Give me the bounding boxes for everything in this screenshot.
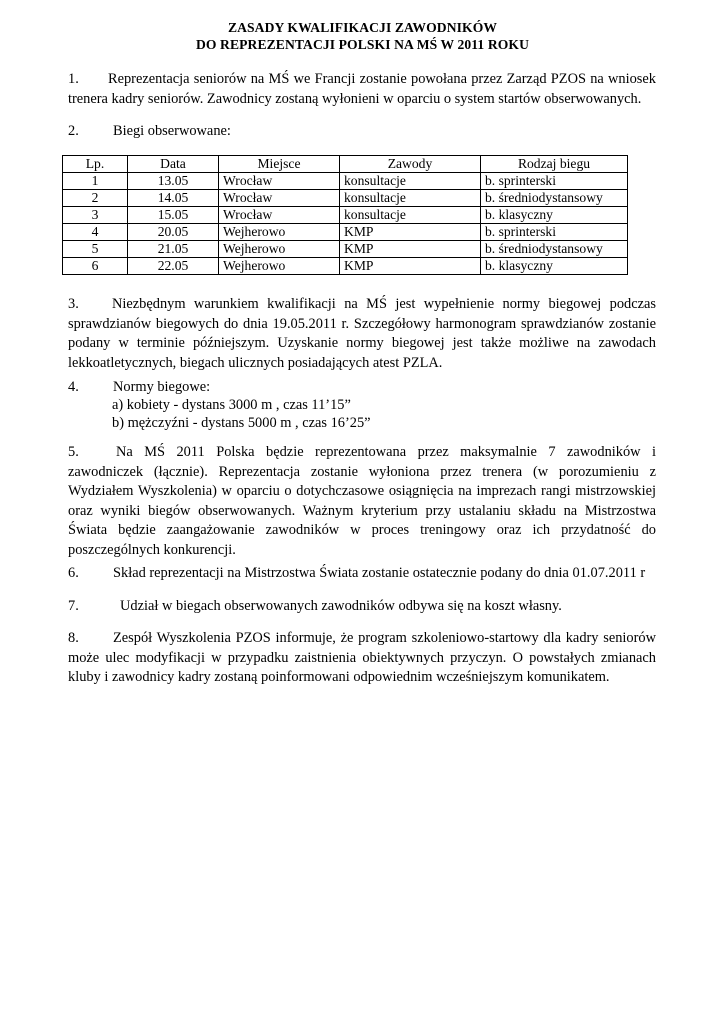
table-cell-lp: 2 xyxy=(63,190,128,207)
table-cell-rodzaj: b. klasyczny xyxy=(481,207,628,224)
table-row xyxy=(63,173,628,190)
section-7-text: Udział w biegach obserwowanych zawodników odbywa się na koszt własny. xyxy=(120,598,562,614)
section-3 xyxy=(68,295,656,373)
section-2-number: 2. xyxy=(68,123,79,139)
section-1-text: Reprezentacja seniorów na MŚ we Francji zostanie powołana przez Zarząd PZOS na wniosek trenera kadry seniorów. Zawodnicy zostaną wyłonieni w oparciu o system startów obserwowanych. xyxy=(68,71,656,107)
table-cell-rodzaj: b. średniodystansowy xyxy=(481,190,628,207)
table-header-lp: Lp. xyxy=(63,156,128,173)
section-8-text: Zespół Wyszkolenia PZOS informuje, że program szkoleniowo-startowy dla kadry seniorów może ulec modyfikacji w przypadku zaistnienia obiektywnych przyczyn. O powstałych zmianach kluby i zawodnicy kadry zostaną poinformowani odpowiednim wcześniejszym komunikatem. xyxy=(68,630,656,685)
table-row xyxy=(63,241,628,258)
section-1-number: 1. xyxy=(68,71,79,87)
table-cell-data: 20.05 xyxy=(128,224,219,241)
section-2 xyxy=(68,122,231,141)
table-cell-zawody: KMP xyxy=(340,224,481,241)
table-cell-miejsce: Wejherowo xyxy=(219,258,340,275)
table-cell-data: 21.05 xyxy=(128,241,219,258)
table-cell-lp: 5 xyxy=(63,241,128,258)
section-6-number: 6. xyxy=(68,565,79,581)
section-5-number: 5. xyxy=(68,444,79,460)
section-7-number: 7. xyxy=(68,598,79,614)
table-row xyxy=(63,207,628,224)
section-3-number: 3. xyxy=(68,296,79,312)
section-4-number: 4. xyxy=(68,379,79,395)
table-cell-data: 13.05 xyxy=(128,173,219,190)
section-4-text: Normy biegowe: xyxy=(113,379,211,395)
section-8-number: 8. xyxy=(68,630,79,646)
table-cell-rodzaj: b. sprinterski xyxy=(481,173,628,190)
table-cell-miejsce: Wrocław xyxy=(219,207,340,224)
table-cell-zawody: KMP xyxy=(340,258,481,275)
table-cell-lp: 3 xyxy=(63,207,128,224)
observed-runs-table xyxy=(62,155,628,275)
norm-men: b) mężczyźni - dystans 5000 m , czas 16’25” xyxy=(112,415,371,431)
table-cell-zawody: konsultacje xyxy=(340,207,481,224)
table-cell-miejsce: Wejherowo xyxy=(219,224,340,241)
section-2-text: Biegi obserwowane: xyxy=(113,123,231,139)
table-cell-rodzaj: b. klasyczny xyxy=(481,258,628,275)
table-header-zawody: Zawody xyxy=(340,156,481,173)
table-cell-miejsce: Wrocław xyxy=(219,190,340,207)
table-cell-zawody: KMP xyxy=(340,241,481,258)
section-6-text: Skład reprezentacji na Mistrzostwa Świata zostanie ostatecznie podany do dnia 01.07.2011 r xyxy=(113,565,646,581)
table-row xyxy=(63,258,628,275)
section-4 xyxy=(68,378,210,397)
table-cell-zawody: konsultacje xyxy=(340,173,481,190)
table-cell-miejsce: Wrocław xyxy=(219,173,340,190)
table-cell-data: 22.05 xyxy=(128,258,219,275)
section-6 xyxy=(68,564,645,583)
table-cell-data: 15.05 xyxy=(128,207,219,224)
table-header-rodzaj-biegu: Rodzaj biegu xyxy=(481,156,628,173)
table-header-miejsce: Miejsce xyxy=(219,156,340,173)
section-5-text: Na MŚ 2011 Polska będzie reprezentowana przez maksymalnie 7 zawodników i zawodniczek (łącznie). Reprezentacja zostanie wyłoniona przez trenera (w porozumieniu z Wydziałem Wyszkolenia) w oparciu o dotychczasowe osiągnięcia na imprezach rangi mistrzowskiej oraz wyniki biegów obserwowanych. Ważnym kryterium przy ustalaniu składu na Mistrzostwa Świata będzie zaangażowanie zawodników w proces treningowy oraz ich przydatność do poszczególnych konkurencji. xyxy=(68,444,656,558)
table-cell-miejsce: Wejherowo xyxy=(219,241,340,258)
table-row xyxy=(63,190,628,207)
section-1 xyxy=(68,70,656,109)
table-header-data: Data xyxy=(128,156,219,173)
section-5 xyxy=(68,443,656,560)
document-title-line-1: ZASADY KWALIFIKACJI ZAWODNIKÓW xyxy=(227,20,498,35)
table-row xyxy=(63,224,628,241)
norm-women: a) kobiety - dystans 3000 m , czas 11’15” xyxy=(112,397,351,413)
section-3-text: Niezbędnym warunkiem kwalifikacji na MŚ jest wypełnienie normy biegowej podczas sprawdzianów biegowych do dnia 19.05.2011 r. Szczegółowy harmonogram sprawdzianów zostanie podany w terminie późniejszym. Uzyskanie normy biegowej jest także możliwe na zawodach lekkoatletycznych, biegach ulicznych posiadających atest PZLA. xyxy=(68,296,656,371)
table-cell-rodzaj: b. średniodystansowy xyxy=(481,241,628,258)
section-7 xyxy=(68,597,562,616)
table-cell-rodzaj: b. sprinterski xyxy=(481,224,628,241)
table-cell-data: 14.05 xyxy=(128,190,219,207)
section-8 xyxy=(68,629,656,688)
table-cell-lp: 4 xyxy=(63,224,128,241)
table-cell-zawody: konsultacje xyxy=(340,190,481,207)
table-cell-lp: 6 xyxy=(63,258,128,275)
document-title-line-2: DO REPREZENTACJI POLSKI NA MŚ W 2011 ROKU xyxy=(195,37,530,52)
table-header-row xyxy=(63,156,628,173)
table-cell-lp: 1 xyxy=(63,173,128,190)
